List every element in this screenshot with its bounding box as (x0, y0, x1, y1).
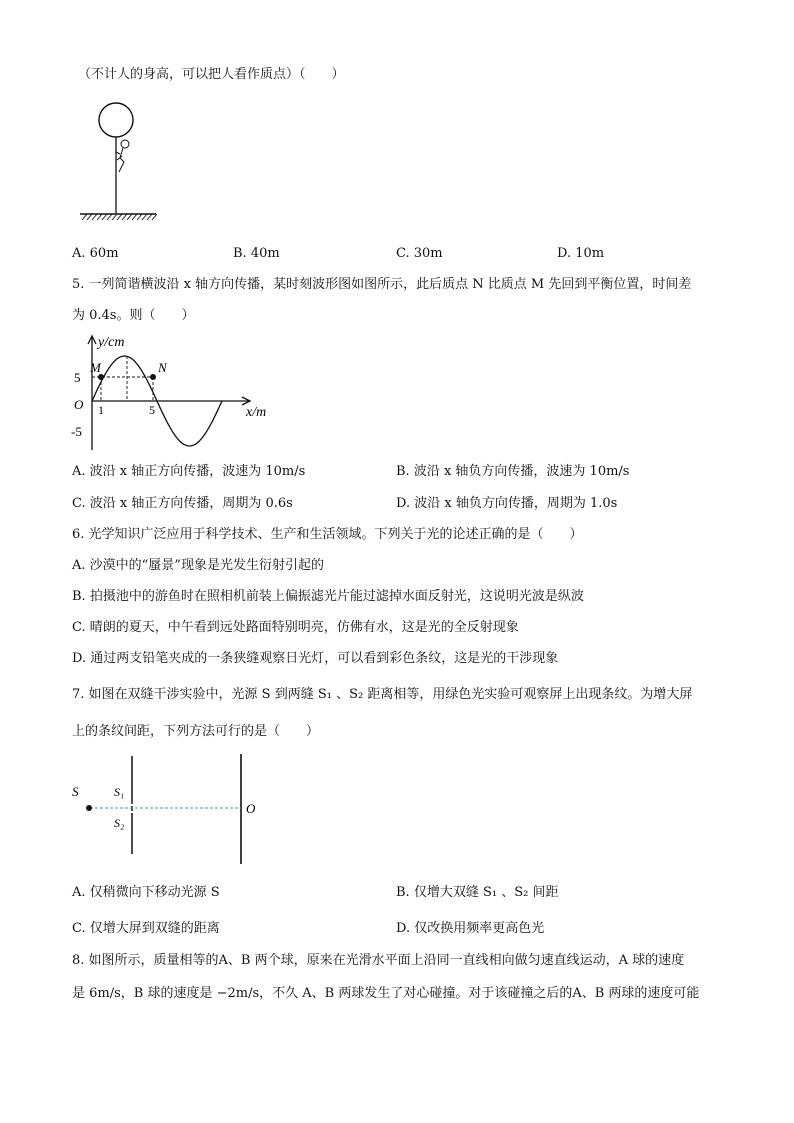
q5-option-b: B. 波沿 x 轴负方向传播，波速为 10m/s (396, 464, 630, 479)
q7-double-slit-figure (68, 752, 268, 867)
q5-stem-line2: 为 0.4s。则（ ） (72, 308, 195, 323)
y-tick-5: 5 (74, 370, 81, 385)
q4-figure-balloon-person (76, 100, 166, 225)
point-n (150, 374, 156, 380)
q4-option-a: A. 60m (72, 246, 119, 261)
q7-option-d: D. 仅改换用频率更高色光 (396, 921, 545, 936)
q7-option-b: B. 仅增大双缝 S₁ 、S₂ 间距 (396, 885, 559, 900)
ground-hatch (82, 214, 157, 220)
q5-option-a: A. 波沿 x 轴正方向传播，波速为 10m/s (72, 464, 306, 479)
q4-option-b: B. 40m (233, 246, 280, 261)
balloon-circle (99, 103, 133, 137)
point-n-label: N (158, 360, 167, 375)
q6-option-a: A. 沙漠中的“蜃景”现象是光发生衍射引起的 (72, 558, 324, 573)
q5-stem-line1: 5. 一列简谐横波沿 x 轴方向传播，某时刻波形图如图所示，此后质点 N 比质点 M 先回到平衡位置，时间差 (72, 277, 692, 292)
q6-option-b: B. 拍摄池中的游鱼时在照相机前装上偏振滤光片能过滤掉水面反射光，这说明光波是纵波 (72, 589, 584, 604)
screen-point-label: O (246, 801, 256, 816)
y-tick-neg5: -5 (71, 424, 82, 439)
q5-option-c: C. 波沿 x 轴正方向传播，周期为 0.6s (72, 496, 293, 511)
q8-stem-line1: 8. 如图所示，质量相等的A、B 两个球，原来在光滑水平面上沿同一直线相向做匀速直线运动，A 球的速度 (72, 953, 685, 968)
slit2-label: S₂ (114, 816, 125, 830)
q7-option-c: C. 仅增大屏到双缝的距离 (72, 921, 220, 936)
q7-stem-line1: 7. 如图在双缝干涉实验中，光源 S 到两缝 S₁ 、S₂ 距离相等，用绿色光实验可观察屏上出现条纹。为增大屏 (72, 687, 693, 702)
q4-stem-tail: （不计人的身高，可以把人看作质点）（ ） (78, 67, 345, 82)
source-point (86, 805, 92, 811)
q7-option-a: A. 仅稍微向下移动光源 S (72, 885, 220, 900)
q6-option-c: C. 晴朗的夏天，中午看到远处路面特别明亮，仿佛有水，这是光的全反射现象 (72, 620, 519, 635)
q6-stem: 6. 光学知识广泛应用于科学技术、生产和生活领域。下列关于光的论述正确的是（ ） (72, 527, 583, 542)
x-tick-5: 5 (149, 403, 155, 417)
q7-stem-line2: 上的条纹间距，下列方法可行的是（ ） (72, 724, 320, 739)
person-head (121, 140, 129, 148)
q8-stem-line2: 是 6m/s，B 球的速度是 −2m/s，不久 A、B 两球发生了对心碰撞。对于该碰撞之后的A、B 两球的速度可能 (72, 986, 700, 1001)
q4-option-d: D. 10m (557, 246, 605, 261)
origin-label: O (74, 397, 84, 412)
y-axis-label: y/cm (98, 335, 125, 350)
x-axis-label: x/m (246, 405, 267, 420)
q5-wave-figure (70, 332, 280, 454)
person-body (116, 148, 124, 172)
slit1-label: S₁ (114, 785, 125, 799)
q5-option-d: D. 波沿 x 轴负方向传播，周期为 1.0s (396, 496, 618, 511)
source-label: S (72, 784, 79, 799)
q4-option-c: C. 30m (396, 246, 443, 261)
q6-option-d: D. 通过两支铅笔夹成的一条狭缝观察日光灯，可以看到彩色条纹，这是光的干涉现象 (72, 651, 559, 666)
point-m-label: M (90, 360, 101, 375)
x-tick-1: 1 (98, 403, 104, 417)
